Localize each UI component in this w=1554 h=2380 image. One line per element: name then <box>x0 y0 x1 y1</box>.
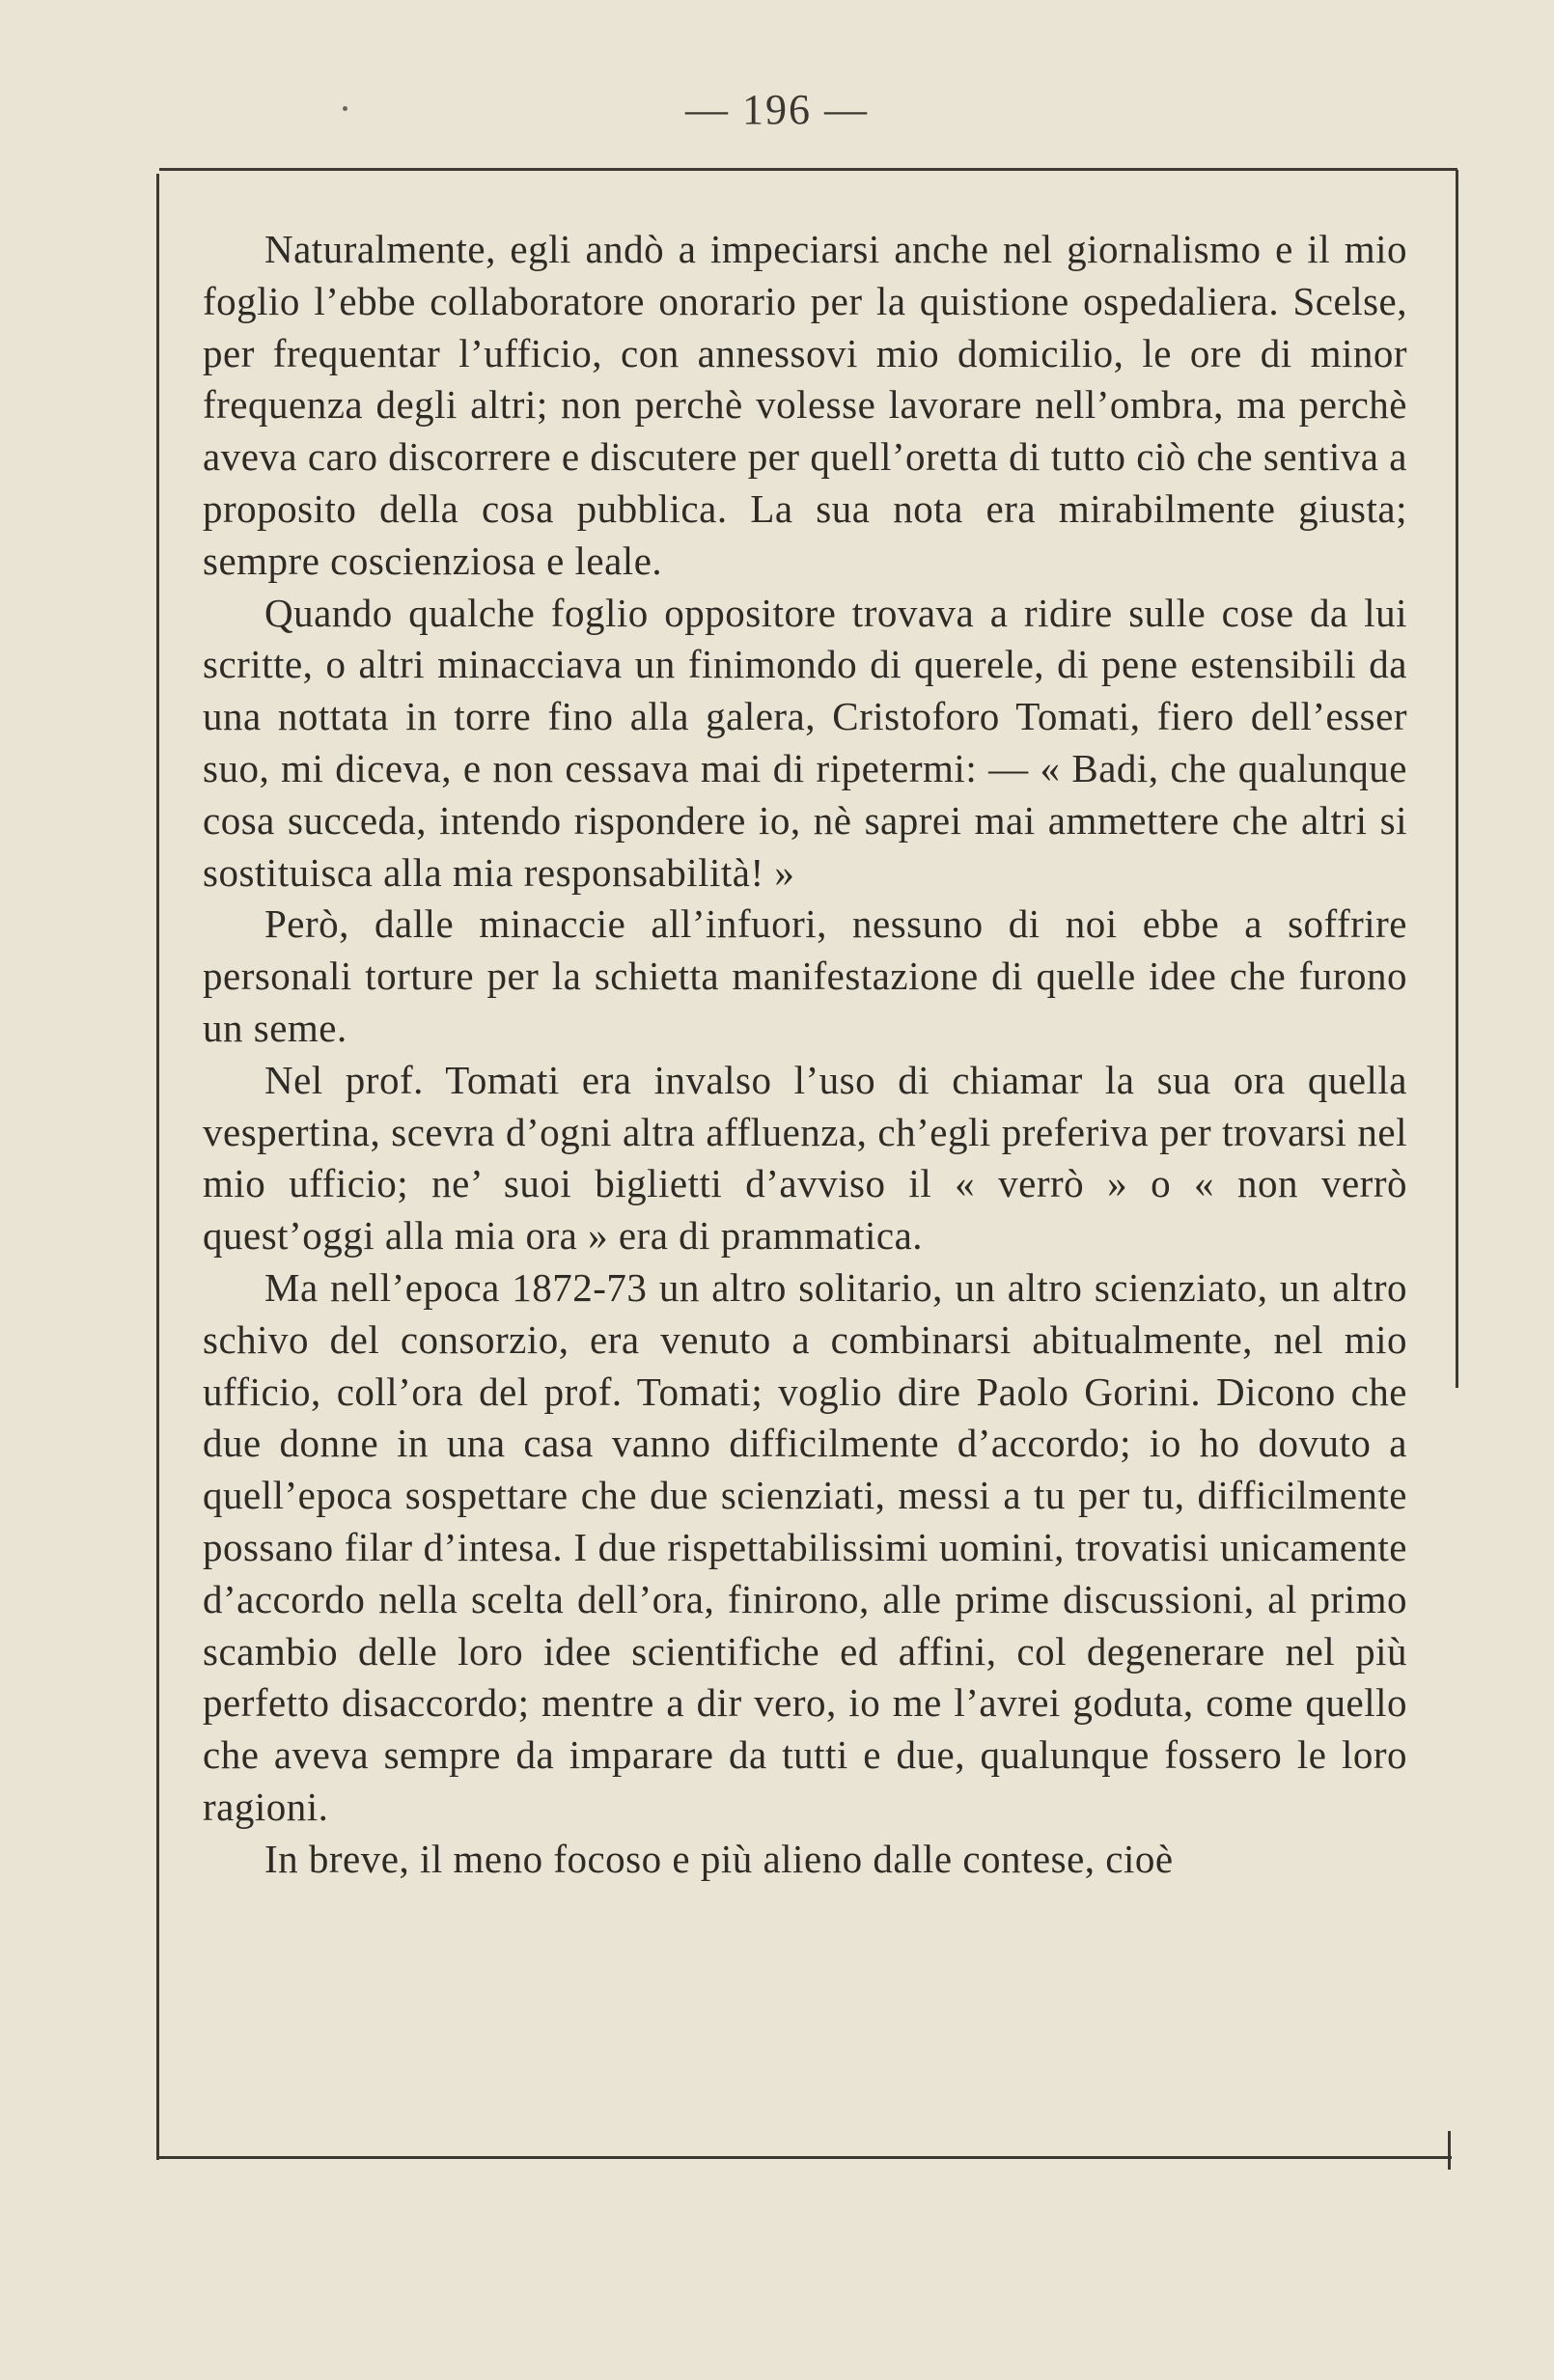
paragraph: Quando qualche foglio oppositore trovava a ridire sulle cose da lui scritte, o altri minacciava un finimondo di querele, di pene estensibili da una nottata in torre fino alla galera, Cristoforo Tomati, fiero dell’esser suo, mi diceva, e non cessava mai di ripetermi: — « Badi, che qualunque cosa succeda, intendo rispondere io, nè saprei mai ammettere che altri si sostituisca alla mia responsabilità! » <box>203 590 1407 895</box>
paragraph: Ma nell’epoca 1872-73 un altro solitario, un altro scienziato, un altro schivo del consorzio, era venuto a combinarsi abitualmente, nel mio ufficio, coll’ora del prof. Tomati; voglio dire Paolo Gorini. Dicono che due donne in una casa vanno difficilmente d’accordo; io ho dovuto a quell’epoca sospettare che due scienziati, messi a tu per tu, difficilmente possano filar d’intesa. I due rispettabilissimi uomini, trovatisi unicamente d’accordo nella scelta dell’ora, finirono, alle prime discussioni, al primo scambio delle loro idee scientifiche ed affini, col degenerare nel più perfetto disaccordo; mentre a dir vero, io me l’avrei goduta, come quello che aveva sempre da imparare da tutti e due, qualunque fossero le loro ragioni. <box>203 1264 1407 1829</box>
frame-rule-right-lower <box>1448 2131 1451 2170</box>
frame-rule-right <box>1456 170 1458 1388</box>
paragraph: Però, dalle minaccie all’infuori, nessuno di noi ebbe a soffrire personali torture per la schietta manifestazione di quelle idee che furono un seme. <box>203 901 1407 1050</box>
frame-rule-bottom <box>156 2156 1452 2159</box>
paragraph: In breve, il meno focoso e più alieno dalle contese, cioè <box>264 1836 1174 1881</box>
paragraph: Nel prof. Tomati era invalso l’uso di chiamar la sua ora quella vespertina, scevra d’ogni altra affluenza, ch’egli preferiva per trovarsi nel mio ufficio; ne’ suoi biglietti d’avviso il « verrò » o « non verrò quest’oggi alla mia ora » era di prammatica. <box>203 1057 1407 1259</box>
paragraph: Naturalmente, egli andò a impeciarsi anche nel giornalismo e il mio foglio l’ebbe collaboratore onorario per la quistione ospedaliera. Scelse, per frequentar l’ufficio, con annessovi mio domicilio, le ore di minor frequenza degli altri; non perchè volesse lavorare nell’ombra, ma perchè aveva caro discorrere e discutere per quell’oretta di tutto ciò che sentiva a proposito della cosa pubblica. La sua nota era mirabilmente giusta; sempre coscienziosa e leale. <box>203 227 1407 583</box>
frame-rule-left <box>156 174 159 2160</box>
body-text <box>203 224 1407 1886</box>
print-speck <box>343 106 347 111</box>
page-number: — 196 — <box>685 86 869 133</box>
frame-rule-top <box>159 168 1457 171</box>
